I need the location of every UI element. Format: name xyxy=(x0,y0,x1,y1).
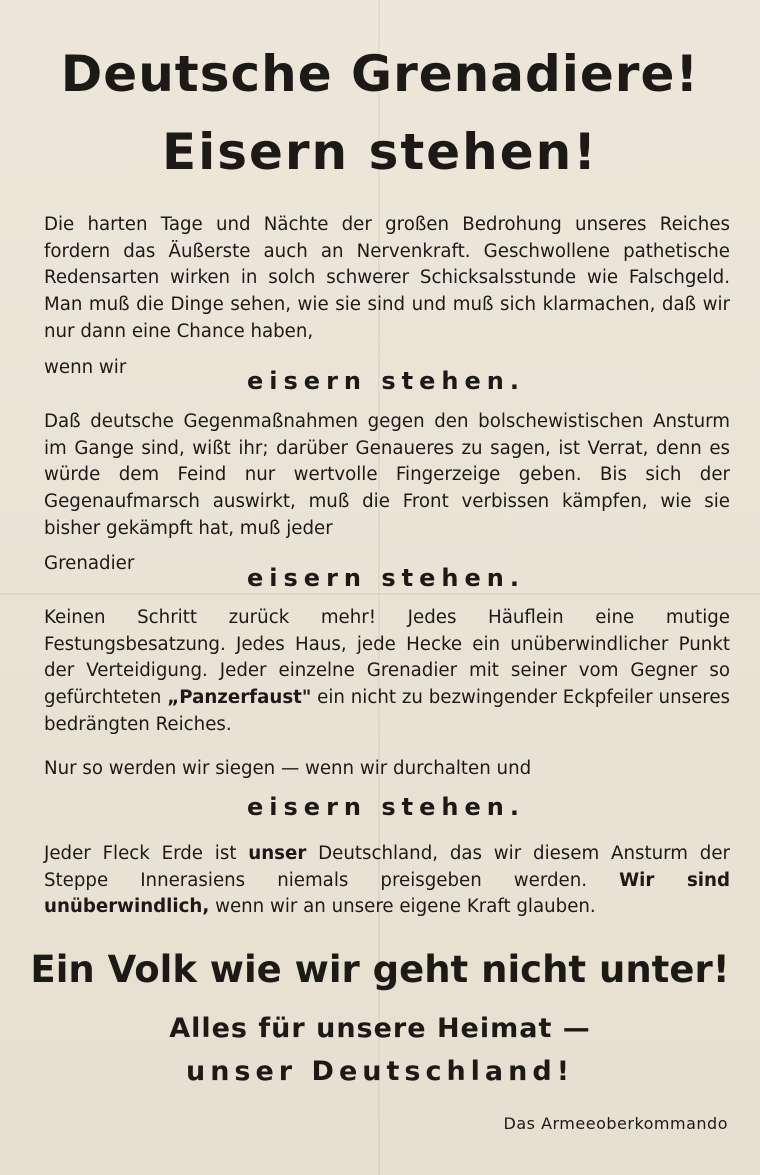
paragraph-4-part2: Deutschland, das wir diesem Ansturm der Steppe Innerasiens niemals preisgeben werden. xyxy=(44,843,730,891)
signature: Das Armeeoberkommando xyxy=(503,1114,728,1133)
paragraph-4-bold2: Wir sind unüberwindlich, xyxy=(44,869,731,918)
paragraph-3-lead: Nur so werden wir siegen — wenn wir durchalten und xyxy=(44,758,532,779)
refrain-2: eisern stehen. xyxy=(247,564,525,592)
paragraph-4-bold1: unser xyxy=(248,843,307,864)
panzerfaust-emphasis: „Panzerfaust" xyxy=(167,687,312,709)
paragraph-4-part1: Jeder Fleck Erde ist xyxy=(44,843,249,864)
paragraph-1: Die harten Tage und Nächte der großen Bedrohung unseres Reiches fordern das Äußerste auch an Nervenkraft. Geschwollene pathetische Redensarten wirken in solch schwerer Schicksalsstunde wie Falschgeld. Man muß die Dinge sehen, wie sie sind und muß sich klarmachen, daß wir nur dann eine Chance haben, xyxy=(44,214,730,342)
slogan-line3: unser Deutschland! xyxy=(185,1056,575,1087)
refrain-3: eisern stehen. xyxy=(247,793,525,821)
slogan-line1: Ein Volk wie wir geht nicht unter! xyxy=(30,948,730,991)
headline-line2: Eisern stehen! xyxy=(161,123,599,181)
paragraph-2: Daß deutsche Gegenmaßnahmen gegen den bolschewistischen Ansturm im Gange sind, wißt ihr; darüber Genaueres zu sagen, ist Verrat, denn es würde dem Feind nur wertvolle Fingerzeige geben. Bis sich der Gegenaufmarsch auswirkt, muß die Front verbissen kämpfen, wie sie bisher gekämpft hat, muß jeder xyxy=(44,411,730,539)
slogan-line2: Alles für unsere Heimat — xyxy=(169,1013,591,1044)
paragraph-2-lead: Grenadier xyxy=(44,553,135,574)
paragraph-1-lead: wenn wir xyxy=(44,357,127,378)
paragraph-3 xyxy=(44,605,730,739)
refrain-1: eisern stehen. xyxy=(247,367,525,395)
paragraph-4 xyxy=(44,841,730,921)
paragraph-3-text-after: ein nicht zu bezwingender Eckpfeiler unseres bedrängten Reiches. xyxy=(44,687,731,735)
paragraph-4-part3: wenn wir an unsere eigene Kraft glauben. xyxy=(209,896,596,918)
headline-line1: Deutsche Grenadiere! xyxy=(60,45,700,103)
paragraph-3-text-before: Keinen Schritt zurück mehr! Jedes Häuflein eine mutige Festungsbesatzung. Jedes Haus, jede Hecke ein unüberwindlicher Punkt der Verteidigung. Jeder einzelne Grenadier mit seiner vom Gegner so gefürchteten xyxy=(44,607,730,709)
